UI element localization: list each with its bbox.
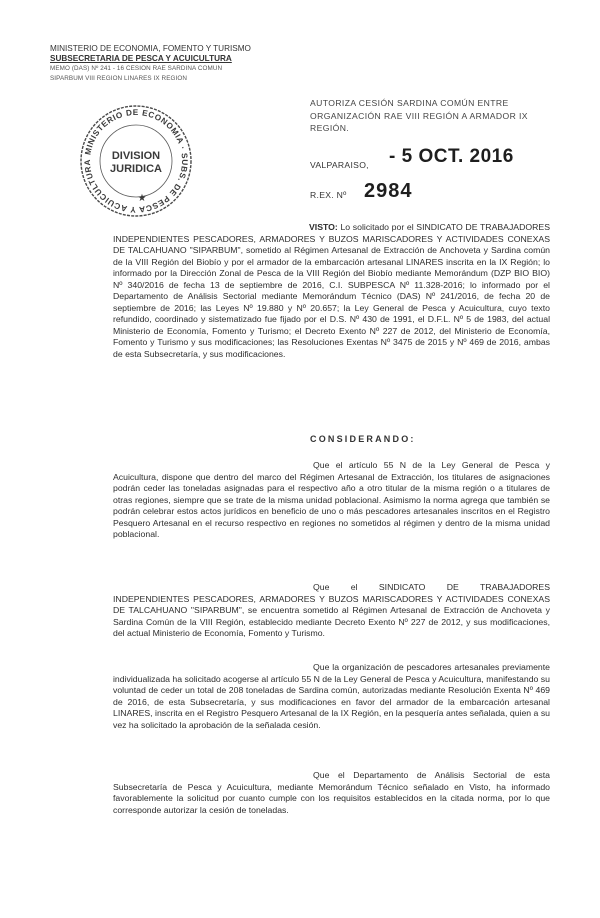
seal-center-line1: DIVISION bbox=[111, 150, 161, 162]
memo-reference: MEMO (DAS) Nº 241 - 16 CESION RAE SARDINA COMUN bbox=[50, 65, 223, 72]
seal-ring-text: MINISTERIO DE ECONOMIA · SUBS. DE PESCA Y ACUICULTURA bbox=[82, 107, 190, 215]
considerando-paragraph bbox=[113, 662, 550, 731]
considerando-text: Que el artículo 55 N de la Ley General de Pesca y Acuicultura, dispone que dentro del marco del Régimen Artesanal de Extracción, los titulares de asignaciones podrán ceder las toneladas asignadas para el respectivo año a otro titular de la misma región o a titulares de otras regiones, siempre que se trate de la misma unidad poblacional. Asimismo la norma agrega que también se podrán celebrar estos actos jurídicos en beneficio de uno o más pescadores artesanales inscritos en el Registro Pesquero Artesanal en el recurso respectivo en regiones no sometidos al régimen y dentro de la misma unidad poblacional. bbox=[113, 460, 550, 539]
subsecretaria-name: SUBSECRETARIA DE PESCA Y ACUICULTURA bbox=[50, 54, 232, 63]
memo-subject: SIPARBUM VIII REGION LINARES IX REGION bbox=[50, 75, 187, 82]
resolution-title bbox=[310, 97, 550, 135]
considerando-text: Que el Departamento de Análisis Sectorial de esta Subsecretaría de Pesca y Acuicultura, mediante Memorándum Técnico señalado en Visto, ha informado favorablemente la solicitud por cuanto cumple con los requisitos establecidos en la citada norma, por lo que corresponde autorizar la cesión de toneladas. bbox=[113, 770, 550, 815]
visto-label: VISTO: bbox=[309, 222, 338, 232]
seal-center-line2: JURIDICA bbox=[110, 163, 162, 175]
considerando-text: Que el SINDICATO DE TRABAJADORES INDEPENDIENTES PESCADORES, ARMADORES Y BUZOS MARISCADORES Y ACTIVIDADES CONEXAS DE TALCAHUANO "SIPARBUM", se encuentra sometido al Régimen Artesanal de Extracción de Anchoveta y Sardina Común de la VIII Región, establecido mediante Decreto Exento Nº 227 de 2012, y sus modificaciones, del actual Ministerio de Economía, Fomento y Turismo. bbox=[113, 582, 550, 638]
rex-label: R.EX. Nº bbox=[310, 190, 347, 200]
considerando-paragraph bbox=[113, 582, 550, 640]
title-line: AUTORIZA CESIÓN SARDINA COMÚN ENTRE bbox=[310, 98, 509, 108]
considerando-heading: CONSIDERANDO: bbox=[310, 434, 416, 444]
division-juridica-seal-icon bbox=[76, 101, 196, 221]
ministry-name: MINISTERIO DE ECONOMIA, FOMENTO Y TURISMO bbox=[50, 44, 251, 53]
considerando-paragraph bbox=[113, 460, 550, 541]
visto-text: Lo solicitado por el SINDICATO DE TRABAJADORES INDEPENDIENTES PESCADORES, ARMADORES Y BUZOS MARISCADORES Y ACTIVIDADES CONEXAS DE TALCAHUANO "SIPARBUM", sometido al Régimen Artesanal de Extracción de Anchoveta y Sardina común de la VIII Región del Biobío y por el armador de la embarcación artesanal LINARES inscrita en la IX Región; lo informado por la Dirección Zonal de Pesca de la VIII Región del Biobío mediante Memorándum (DZP BIO BIO) Nº 340/2016 de fecha 13 de septiembre de 2016, C.I. SUBPESCA Nº 11.328-2016; lo informado por el Departamento de Análisis Sectorial mediante Memorándum Técnico (DAS) Nº 241/2016, de fecha 20 de septiembre de 2016; las Leyes Nº 19.880 y Nº 20.657; la Ley General de Pesca y Acuicultura, cuyo texto refundido, coordinado y sistematizado fue fijado por el D.S. Nº 430 de 1991, el D.F.L. Nº 5 de 1983, del actual Ministerio de Economía, Fomento y Turismo; el Decreto Exento Nº 227 de 2012, del Ministerio de Economía, Fomento y Turismo y sus modificaciones; las Resoluciones Exentas Nº 3475 de 2015 y Nº 469 de 2016, ambas de esta Subsecretaría, y sus modificaciones. bbox=[113, 222, 550, 359]
svg-text:★: ★ bbox=[137, 193, 147, 204]
title-line: REGIÓN. bbox=[310, 123, 350, 133]
date-stamp: - 5 OCT. 2016 bbox=[389, 146, 514, 167]
visto-paragraph bbox=[113, 222, 550, 360]
considerando-text: Que la organización de pescadores artesanales previamente individualizada ha solicitado acogerse al artículo 55 N de la Ley General de Pesca y Acuicultura, manifestando su voluntad de ceder un total de 208 toneladas de Sardina común, autorizadas mediante Resolución Exenta Nº 469 de 2016, de esta Subsecretaría, y sus modificaciones en favor del armador de la embarcación artesanal LINARES, inscrita en el Registro Pesquero Artesanal de la IX Región, en la pesquería antes señalada, quien a su vez ha solicitado la aprobación de la señalada cesión. bbox=[113, 662, 550, 730]
rex-number: 2984 bbox=[364, 180, 413, 202]
title-line: ORGANIZACIÓN RAE VIII REGIÓN A ARMADOR IX bbox=[310, 110, 528, 121]
considerando-paragraph bbox=[113, 770, 550, 816]
ministry-header bbox=[50, 44, 251, 84]
place-label: VALPARAISO, bbox=[310, 160, 369, 170]
